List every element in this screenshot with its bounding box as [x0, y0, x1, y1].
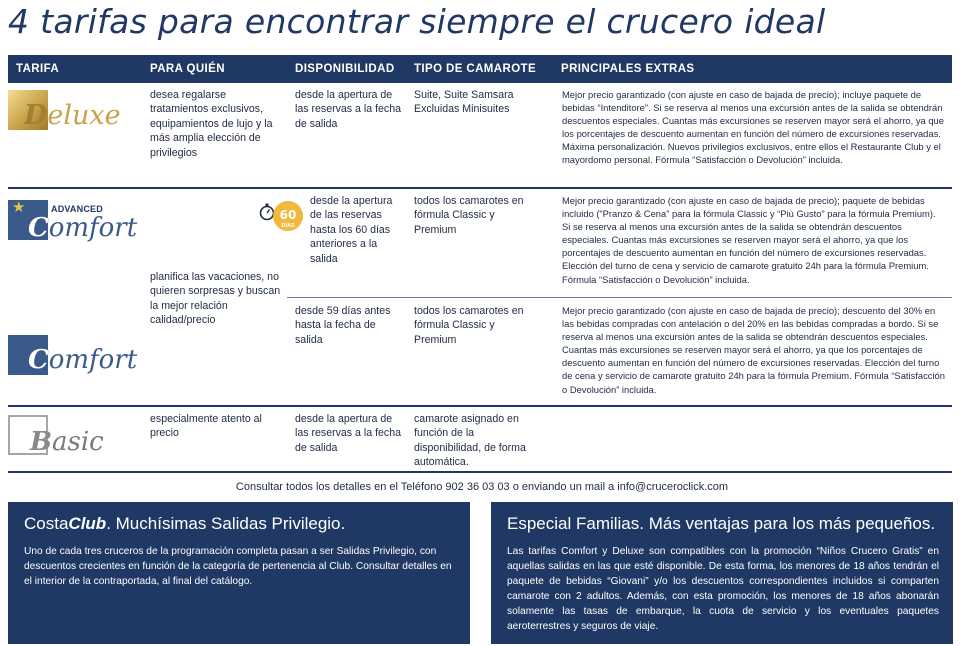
row-divider — [287, 297, 952, 298]
comfort-availability: desde 59 días antes hasta la fecha de salida — [295, 305, 391, 346]
costa-club-box — [8, 502, 470, 644]
col-tarifa: TARIFA — [16, 63, 60, 75]
page-title: 4 tarifas para encontrar siempre el crucero ideal — [8, 2, 826, 41]
comfort-for-whom: planifica las vacaciones, no quieren sorpresas y buscan la mejor relación calidad/precio — [150, 271, 281, 327]
familias-title: Especial Familias. Más ventajas para los más pequeños. — [507, 514, 936, 533]
costa-club-body: Uno de cada tres cruceros de la programación completa pasan a ser Salidas Privilegio, con descuentos crecientes en función de la categoría de pertenencia al Club. Consultar detalles en el interior de la contraportada, al final del catálogo. — [24, 546, 452, 588]
advanced-comfort-availability: desde la apertura de las reservas hasta los 60 días anteriores a la salida — [310, 195, 393, 265]
deluxe-logo-word: Deluxe — [24, 100, 121, 131]
advanced-comfort-logo — [8, 200, 148, 245]
advanced-comfort-cabin: todos los camarotes en fórmula Classic y Premium — [414, 195, 524, 236]
col-tipo-camarote: TIPO DE CAMAROTE — [414, 63, 537, 75]
star-icon: ★ — [12, 199, 26, 216]
familias-box — [491, 502, 953, 644]
col-para-quien: PARA QUIÉN — [150, 63, 225, 75]
comfort-logo-word: Comfort — [28, 345, 138, 375]
deluxe-logo — [8, 90, 138, 135]
row-divider — [8, 405, 952, 407]
basic-logo — [8, 415, 128, 460]
row-divider — [8, 187, 952, 189]
basic-for-whom: especialmente atento al precio — [150, 413, 262, 440]
deluxe-availability: desde la apertura de las reservas a la fecha de salida — [295, 89, 401, 130]
timer-days: 60 — [279, 208, 297, 222]
advanced-badge: ADVANCED — [51, 204, 103, 214]
timer-unit: DÍAS — [281, 223, 295, 229]
col-disponibilidad: DISPONIBILIDAD — [295, 63, 395, 75]
deluxe-for-whom: desea regalarse tratamientos exclusivos, equipamientos de lujo y la más amplia elección de privilegios — [150, 89, 273, 159]
contact-line: Consultar todos los detalles en el Teléfono 902 36 03 03 o enviando un mail a info@cruceroclick.com — [235, 481, 729, 493]
basic-logo-word: Basic — [30, 427, 104, 457]
comfort-logo — [8, 335, 148, 380]
row-divider — [8, 471, 952, 473]
comfort-extras: Mejor precio garantizado (con ajuste en caso de bajada de precio); descuento del 30% en las bebidas compradas con antelación o del 20% en las bebidas compradas a bordo. Si se reserva al menos una excursión antes de la salida se obtendrán descuentos especiales. Cuantas más excursiones se reserven mayor será el ahorro, ya que los porcentajes de descuento aumentan en función del número de excursiones reservadas. Elección del turno de cena y servicio de camarote gratuito 24h para la fórmula Premium. Fórmula “Satisfacción o Devolución” incluida. — [562, 305, 945, 395]
col-principales-extras: PRINCIPALES EXTRAS — [561, 63, 695, 75]
basic-availability: desde la apertura de las reservas a la fecha de salida — [295, 413, 401, 454]
basic-cabin: camarote asignado en función de la disponibilidad, de forma automática. — [414, 413, 526, 469]
advanced-comfort-logo-word: Comfort — [28, 213, 138, 243]
costa-club-title: CostaClub. Muchísimas Salidas Privilegio. — [24, 514, 346, 533]
stopwatch-60-days-icon — [258, 199, 304, 235]
familias-body: Las tarifas Comfort y Deluxe son compatibles con la promoción “Niños Crucero Gratis” en aquellas salidas en las que esté disponible. De esta forma, los menores de 18 años tendrán el paquete de bebidas “Giovani” y/o los descuentos correspondientes incluidos si comparten camarote con 2 adultos. Además, con esta promoción, los menores de 18 años abonarán solamente las tasas de embarque, la cuota de servicio y los eventuales paquetes aeroterrestres y seguros de viaje. — [507, 546, 939, 633]
deluxe-extras: Mejor precio garantizado (con ajuste en caso de bajada de precio); incluye paquete de bebidas “Intenditore”. Si se reserva al menos una excursión antes de la salida se obtendrán descuentos especiales. Cuantas más excursiones se reserven mayor será el ahorro, ya que los porcentajes de descuento aumentan en función del número de excursiones reservadas. Máxima personalización. Nuevos privilegios exclusivos, entre ellos el Restaurante Club y el mayordomo personal. Fórmula “Satisfacción o Devolución” incluida. — [562, 89, 944, 166]
comfort-cabin: todos los camarotes en fórmula Classic y Premium — [414, 305, 524, 346]
advanced-comfort-extras: Mejor precio garantizado (con ajuste en caso de bajada de precio); paquete de bebidas incluido (“Pranzo & Cena” para la fórmula Classic y “Più Gusto” para la fórmula Premium). Si se reserva al menos una excursión antes de la salida se obtendrán descuentos especiales. Cuantas más excursiones se reserven mayor será el ahorro, ya que los porcentajes de descuento aumentan en función del número de excursiones reservadas. Elección del turno de cena y servicio de camarote gratuito 24h para la fórmula Premium. Fórmula “Satisfacción o Devolución” incluida. — [562, 195, 936, 285]
table-header — [8, 55, 952, 83]
deluxe-cabin: Suite, Suite Samsara Excluidas Minisuites — [414, 89, 514, 116]
